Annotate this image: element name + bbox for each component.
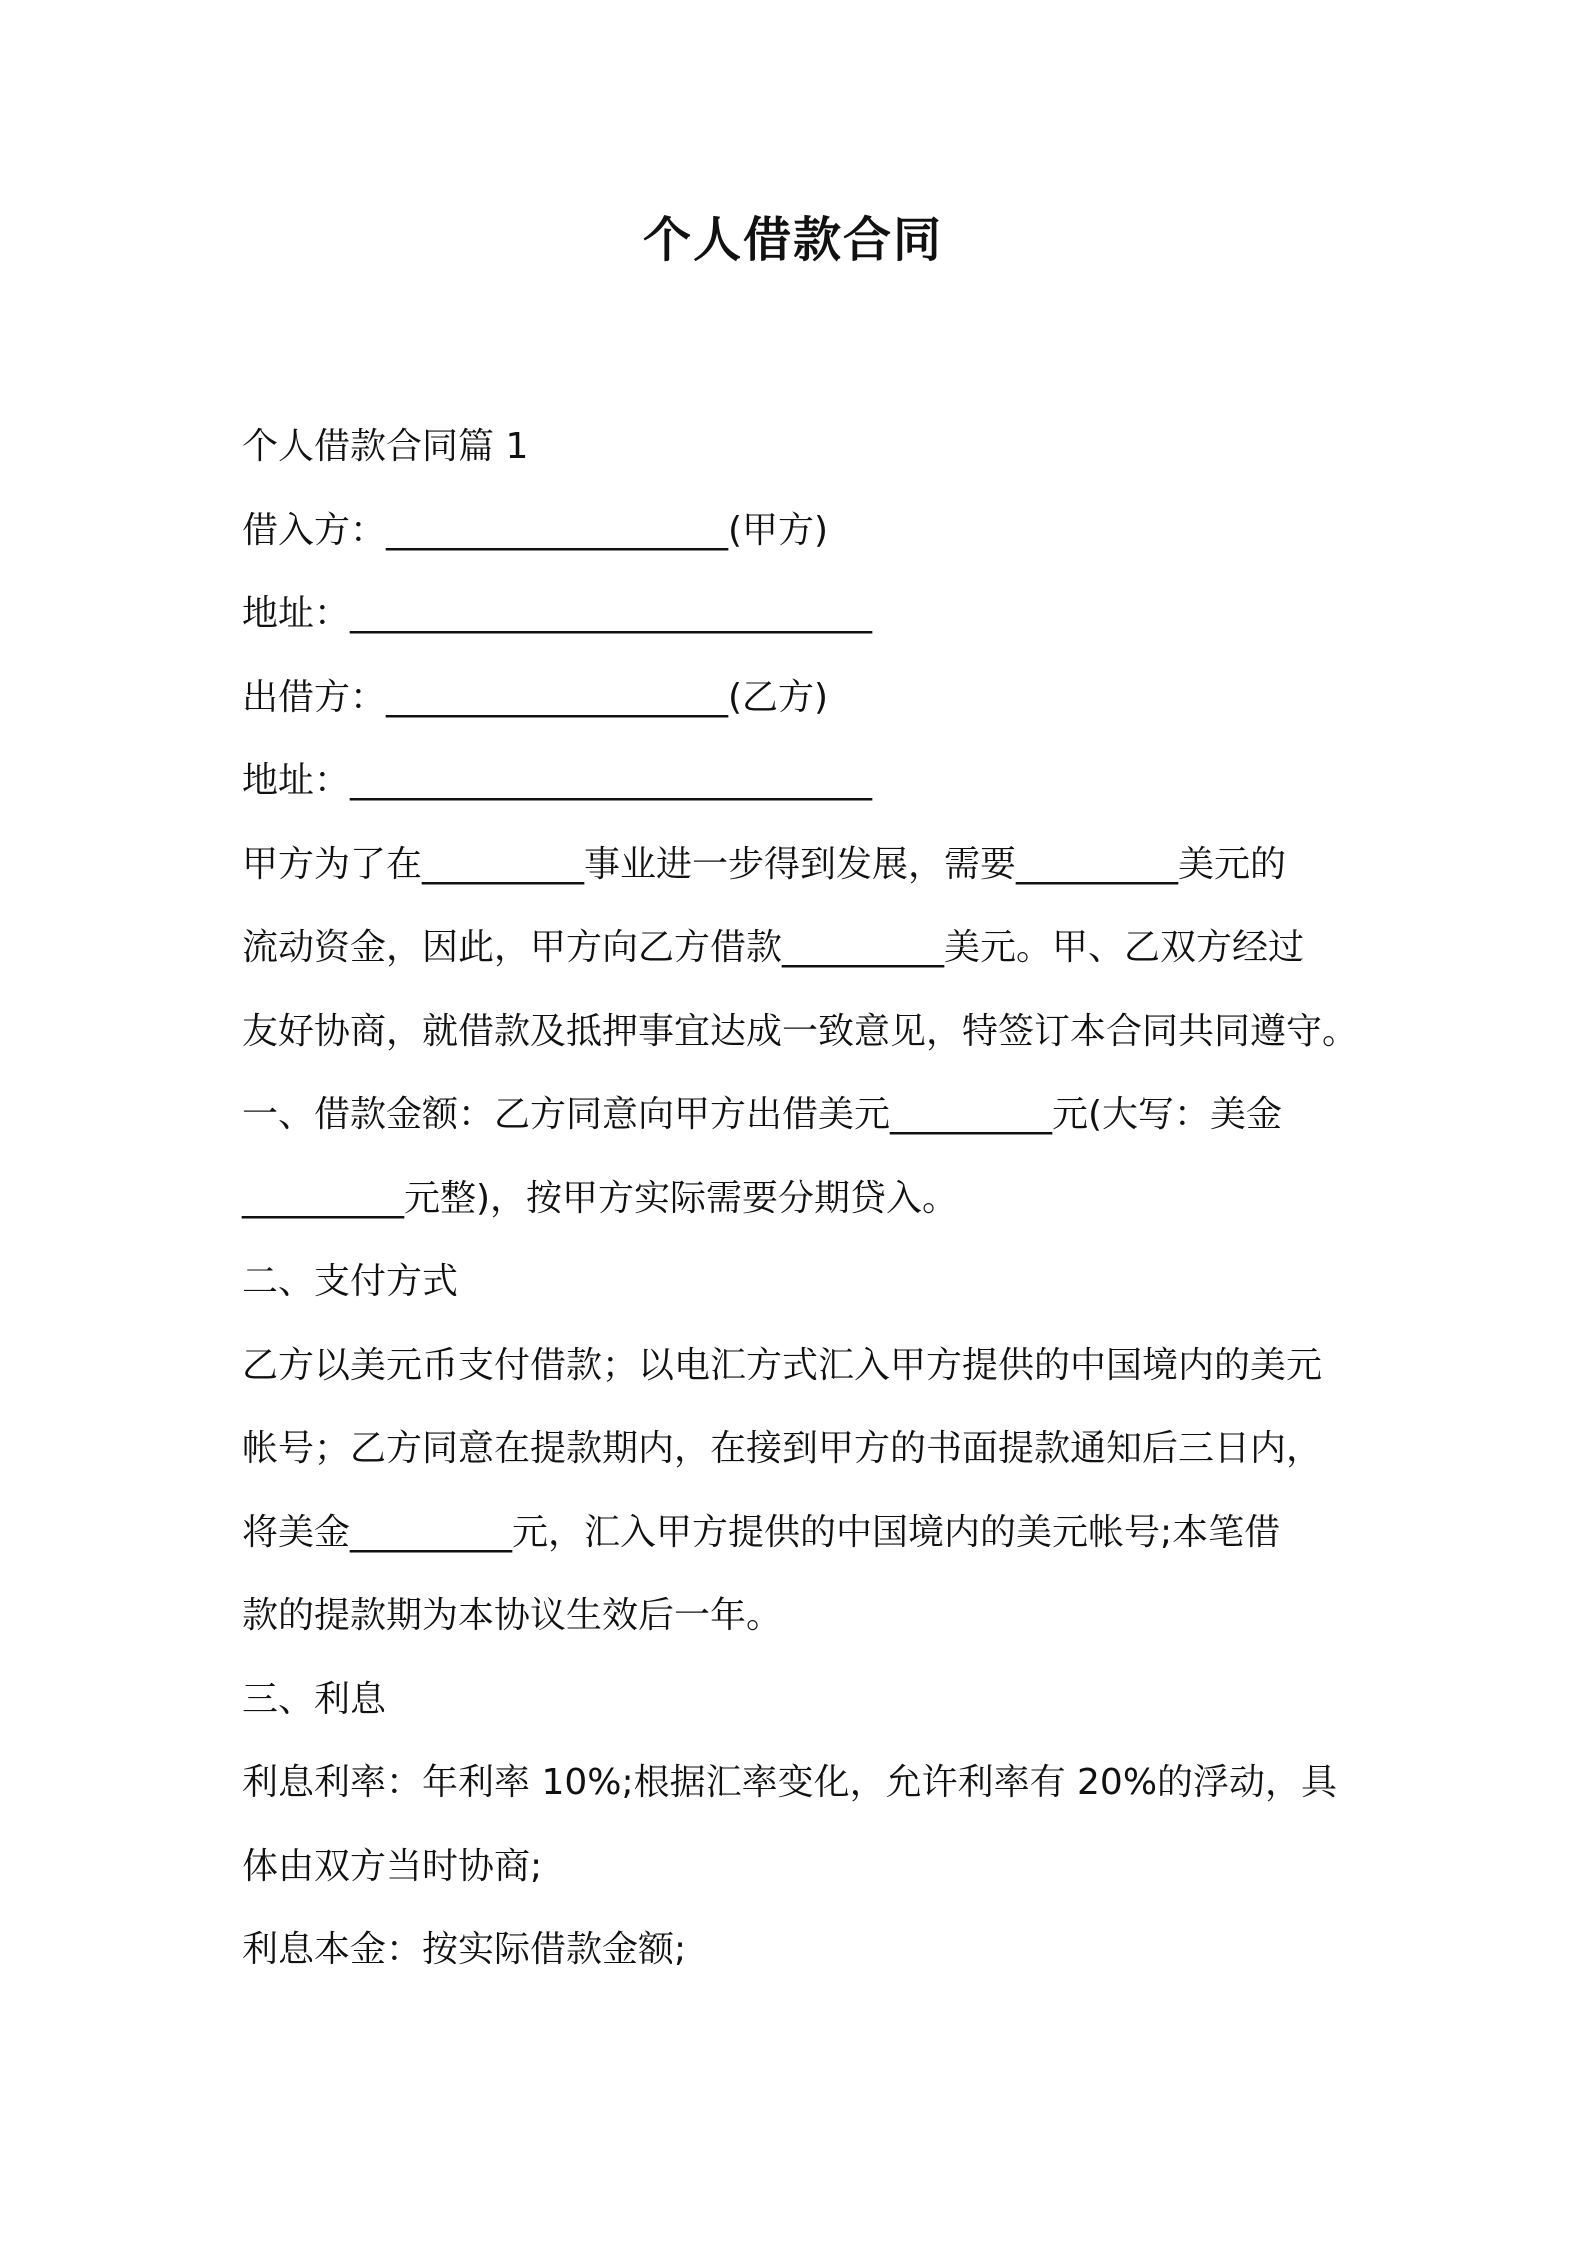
clause-loan-amount: _________元整)，按甲方实际需要分期贷入。	[242, 1177, 959, 1219]
paragraph-line: 乙方以美元币支付借款；以电汇方式汇入甲方提供的中国境内的美元	[242, 1344, 1323, 1386]
paragraph-line: 将美金_________元，汇入甲方提供的中国境内的美元帐号;本笔借	[242, 1511, 1281, 1553]
interest-rate-line: 利息利率：年利率 10%;根据汇率变化，允许利率有 20%的浮动，具	[242, 1762, 1338, 1803]
paragraph-line: 流动资金，因此，甲方向乙方借款_________美元。甲、乙双方经过	[242, 927, 1305, 968]
borrower-address-field: 地址：_____________________________	[242, 593, 873, 634]
interest-rate-line: 体由双方当时协商;	[242, 1845, 543, 1887]
clause-heading-interest: 三、利息	[242, 1678, 387, 1720]
clause-loan-amount: 一、借款金额：乙方同意向甲方出借美元_________元(大写：美金	[242, 1094, 1283, 1135]
paragraph-line: 友好协商，就借款及抵押事宜达成一致意见，特签订本合同共同遵守。	[242, 1010, 1359, 1052]
paragraph-line: 帐号；乙方同意在提款期内，在接到甲方的书面提款通知后三日内，	[242, 1428, 1323, 1469]
borrower-field: 借入方：___________________(甲方)	[242, 509, 829, 551]
paragraph-line: 款的提款期为本协议生效后一年。	[242, 1595, 783, 1636]
document-title: 个人借款合同	[642, 212, 943, 268]
lender-field: 出借方：___________________(乙方)	[242, 676, 829, 718]
document-body	[242, 405, 1362, 1992]
paragraph-line: 甲方为了在_________事业进一步得到发展，需要_________美元的	[242, 843, 1287, 885]
lender-address-field: 地址：_____________________________	[242, 760, 873, 801]
clause-heading-payment: 二、支付方式	[242, 1261, 459, 1302]
interest-principal-line: 利息本金：按实际借款金额;	[242, 1929, 687, 1970]
section-heading: 个人借款合同篇 1	[242, 426, 529, 467]
